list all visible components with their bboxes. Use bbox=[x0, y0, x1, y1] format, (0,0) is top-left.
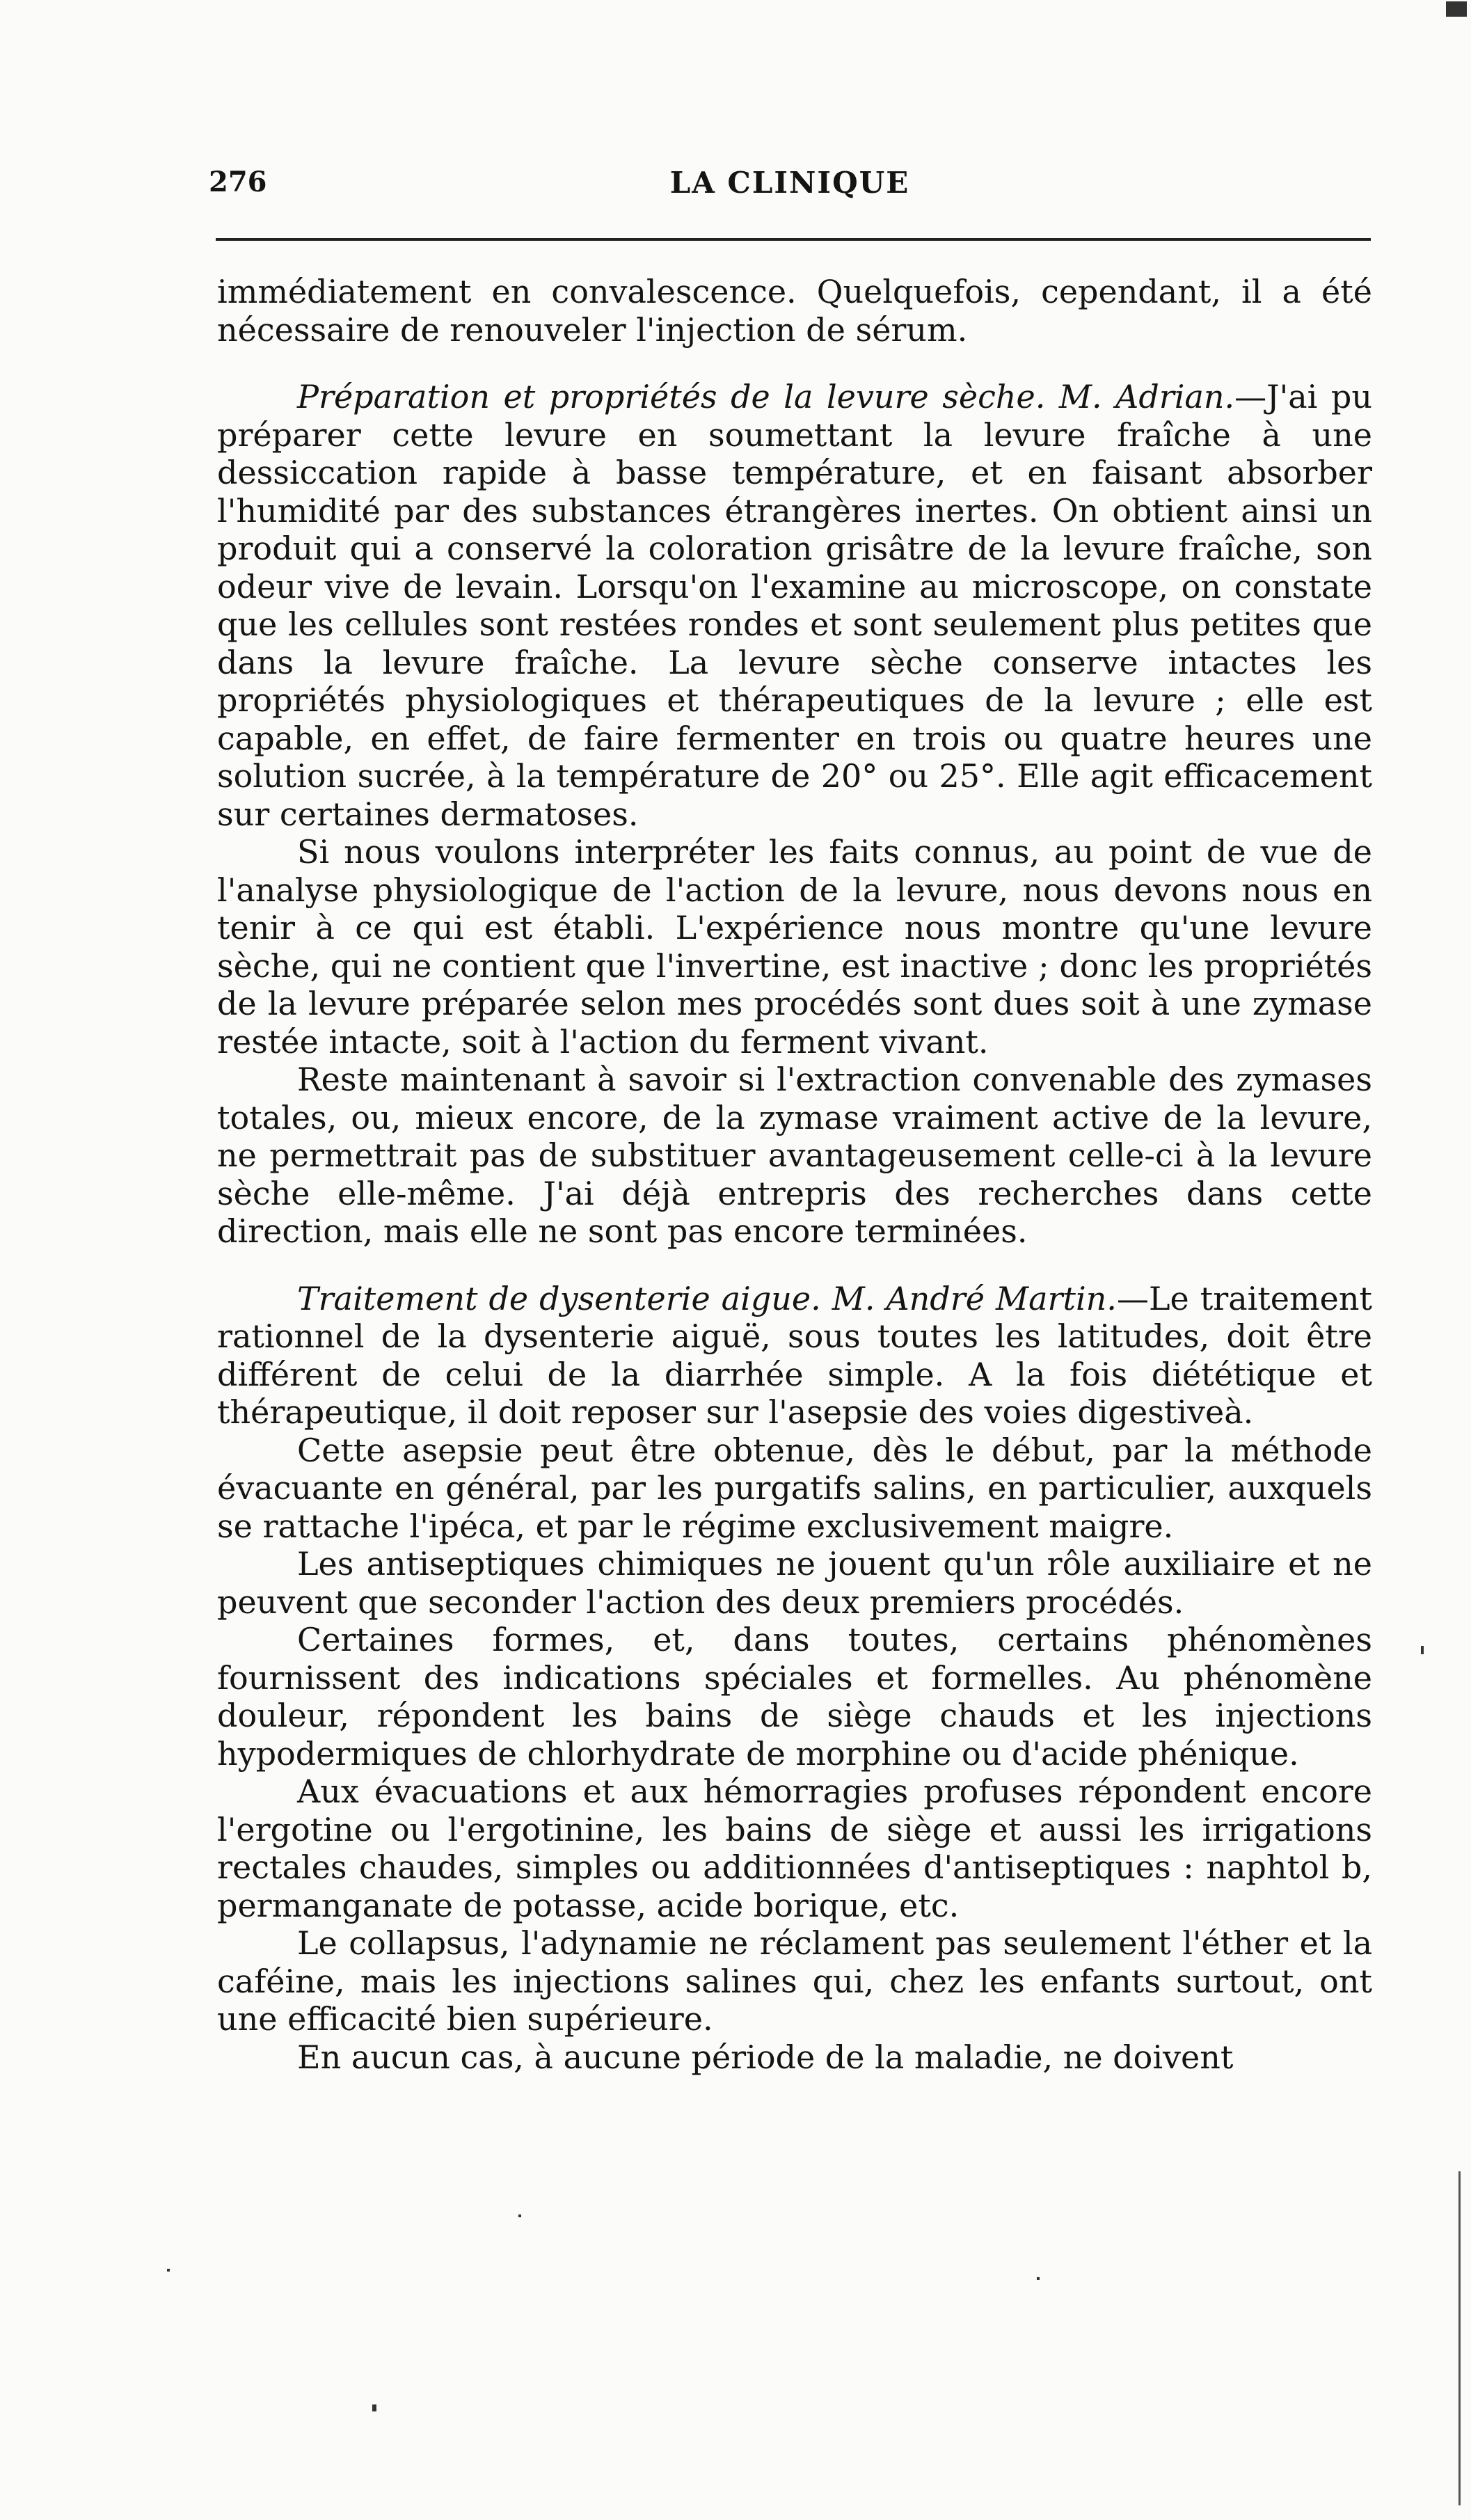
paragraph bbox=[217, 1061, 1372, 1251]
paragraph-text: Cette asepsie peut être obtenue, dès le début, par la méthode évacuante en général, par les purgatifs salins, en particulier, auxquels se rattache l'ipéca, et par le régime exclusivement maigre. bbox=[217, 1431, 1372, 1545]
scan-speck bbox=[372, 2404, 376, 2411]
paragraph-text: —J'ai pu préparer cette levure en soumettant la levure fraîche à une dessiccation rapide à basse température, et en faisant absorber l'humidité par des substances étrangères inertes. On obtient ainsi un produit qui a conservé la coloration grisâtre de la levure fraîche, son odeur vive de levain. Lorsqu'on l'examine au microscope, on constate que les cellules sont restées rondes et sont seulement plus petites que dans la levure fraîche. La levure sèche conserve intactes les propriétés physiologiques et thérapeutiques de la levure ; elle est capable, en effet, de faire fermenter en trois ou quatre heures une solution sucrée, à la température de 20° ou 25°. Elle agit efficacement sur certaines dermatoses. bbox=[217, 378, 1373, 833]
section-heading: Préparation et propriétés de la levure sèche. M. Adrian. bbox=[297, 378, 1235, 415]
paragraph bbox=[217, 1773, 1372, 1924]
page-header bbox=[209, 166, 1371, 207]
paragraph bbox=[217, 2038, 1372, 2077]
paragraph-text: Les antiseptiques chimiques ne jouent qu'un rôle auxiliaire et ne peuvent que seconder l'action des deux premiers procédés. bbox=[217, 1545, 1372, 1621]
paragraph bbox=[217, 1924, 1372, 2038]
paragraph-text: immédiatement en convalescence. Quelquefois, cependant, il a été nécessaire de renouveler l'injection de sérum. bbox=[217, 273, 1372, 349]
paragraph-text: Si nous voulons interpréter les faits connus, au point de vue de l'analyse physiologique de l'action de la levure, nous devons nous en tenir à ce qui est établi. L'expérience nous montre qu'une levure sèche, qui ne contient que l'invertine, est inactive ; donc les propriétés de la levure préparée selon mes procédés sont dues soit à une zymase restée intacte, soit à l'action du ferment vivant. bbox=[217, 833, 1372, 1061]
paragraph bbox=[217, 833, 1372, 1061]
paragraph-text: Reste maintenant à savoir si l'extraction convenable des zymases totales, ou, mieux encore, de la zymase vraiment active de la levure, ne permettrait pas de substituer avantageusement celle-ci à la levure sèche elle-même. J'ai déjà entrepris des recherches dans cette direction, mais elle ne sont pas encore terminées. bbox=[217, 1061, 1372, 1250]
body-text bbox=[217, 273, 1372, 2076]
page-number: 276 bbox=[209, 166, 267, 198]
section-paragraph bbox=[217, 1280, 1372, 1432]
paragraph bbox=[217, 1432, 1372, 1546]
scan-speck bbox=[518, 2214, 521, 2217]
paragraph bbox=[217, 1545, 1372, 1621]
scan-speck bbox=[1446, 1, 1467, 17]
running-title: LA CLINIQUE bbox=[669, 166, 910, 200]
scan-speck bbox=[1037, 2277, 1040, 2280]
paragraph-text: Aux évacuations et aux hémorragies profuses répondent encore l'ergotine ou l'ergotinine, les bains de siège et aussi les irrigations rectales chaudes, simples ou additionnées d'antiseptiques : naphtol b, permanganate de potasse, acide borique, etc. bbox=[217, 1773, 1372, 1924]
paragraph bbox=[217, 273, 1372, 349]
paragraph-text: Le collapsus, l'adynamie ne réclament pas seulement l'éther et la caféine, mais les injections salines qui, chez les enfants surtout, ont une efficacité bien supérieure. bbox=[217, 1924, 1372, 2038]
section-heading: Traitement de dysenterie aigue. M. André Martin. bbox=[297, 1279, 1117, 1317]
header-rule bbox=[216, 238, 1371, 241]
section-paragraph bbox=[217, 378, 1372, 833]
scan-edge-line bbox=[1458, 2171, 1461, 2505]
paragraph-text: En aucun cas, à aucune période de la maladie, ne doivent bbox=[297, 2038, 1234, 2076]
paragraph-text: —Le traitement rationnel de la dysenterie aiguë, sous toutes les latitudes, doit être différent de celui de la diarrhée simple. A la fois diététique et thérapeutique, il doit reposer sur l'asepsie des voies digestiveà. bbox=[217, 1279, 1372, 1431]
paragraph-text: Certaines formes, et, dans toutes, certains phénomènes fournissent des indications spéciales et formelles. Au phénomène douleur, répondent les bains de siège chauds et les injections hypodermiques de chlorhydrate de morphine ou d'acide phénique. bbox=[217, 1621, 1372, 1773]
paragraph bbox=[217, 1621, 1372, 1773]
scan-speck bbox=[167, 2269, 170, 2272]
scan-speck bbox=[1421, 1646, 1424, 1654]
